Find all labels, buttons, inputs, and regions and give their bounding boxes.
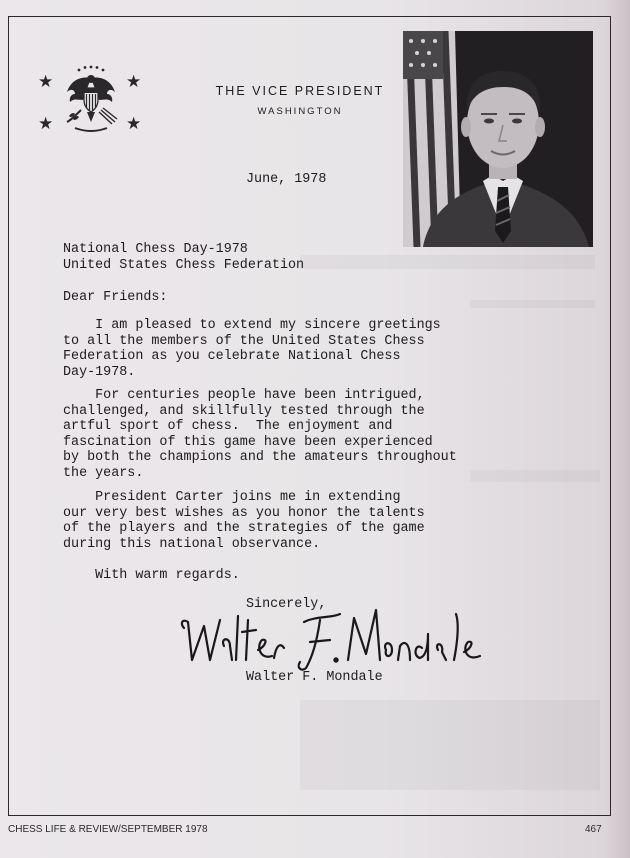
recipient-line-1: National Chess Day-1978: [63, 242, 248, 257]
salutation: Dear Friends:: [63, 290, 168, 305]
star-icon: ★: [38, 114, 54, 134]
closing-note: With warm regards.: [63, 568, 240, 583]
letterhead: [190, 84, 410, 117]
star-icon: ★: [126, 114, 142, 134]
star-icon: ★: [38, 72, 54, 92]
handwritten-signature: [176, 606, 494, 678]
star-icon: ★: [126, 72, 142, 92]
paragraph-3: President Carter joins me in extending our very best wishes as you honor the talents of the players and the strategies of the game during this national observance.: [63, 490, 425, 552]
portrait-photo-icon: [403, 31, 593, 247]
eagle-seal-icon: [61, 64, 121, 138]
portrait-photo: [403, 31, 593, 247]
paragraph-1: I am pleased to extend my sincere greetings to all the members of the United States Chess Federation as you celebrate National Chess Day-1978.: [63, 318, 441, 380]
signer-name: Walter F. Mondale: [246, 670, 383, 685]
vice-presidential-seal: [36, 62, 146, 138]
letterhead-location: WASHINGTON: [257, 106, 343, 117]
valediction: Sincerely,: [246, 597, 327, 612]
page-number: 467: [585, 824, 602, 835]
paragraph-2: For centuries people have been intrigued, challenged, and skillfully tested through the artful sport of chess. The enjoyment and fascination of this game have been experienced by both the champions and the amateurs throughout the years.: [63, 388, 457, 481]
publication-footer: CHESS LIFE & REVIEW/SEPTEMBER 1978: [8, 824, 208, 835]
letter-date: June, 1978: [246, 172, 327, 187]
letterhead-title: THE VICE PRESIDENT: [215, 84, 385, 98]
recipient-line-2: United States Chess Federation: [63, 258, 305, 273]
